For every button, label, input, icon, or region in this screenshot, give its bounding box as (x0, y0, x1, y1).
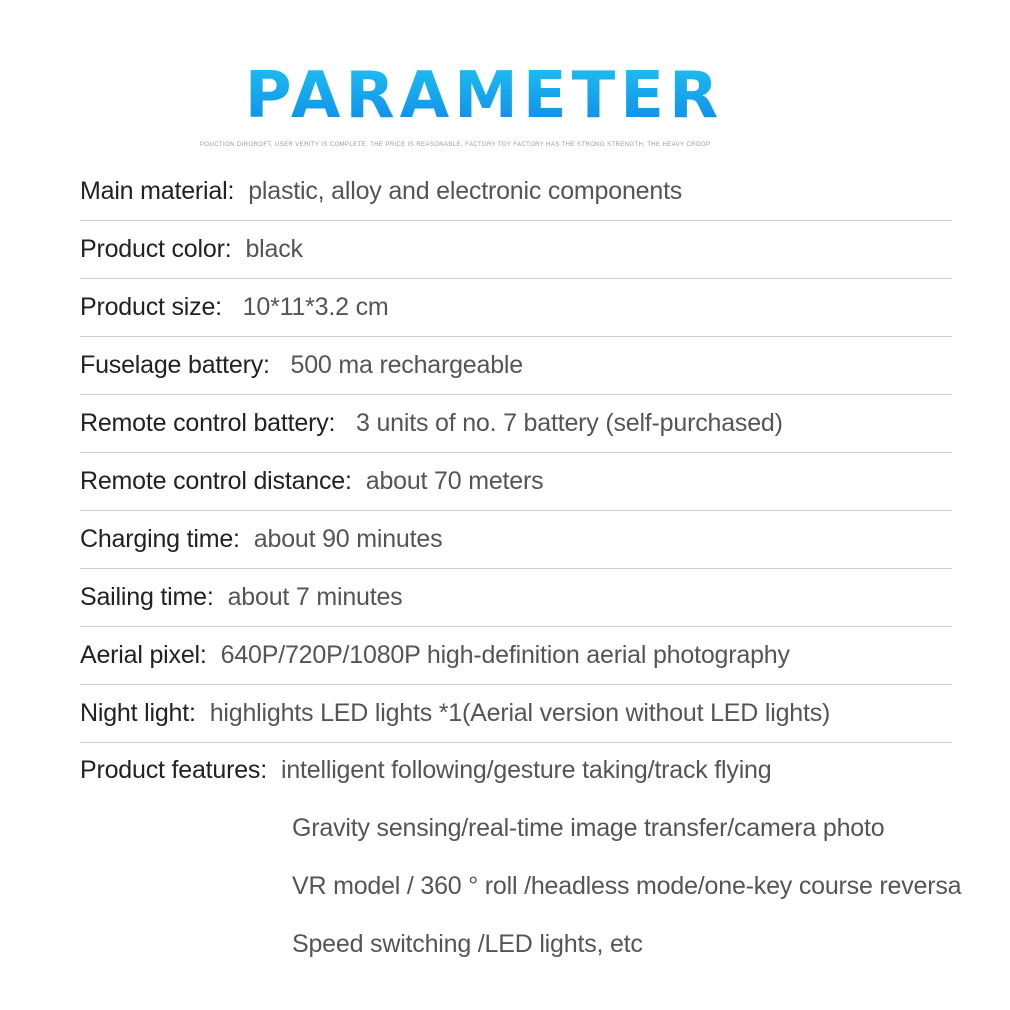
spec-row-night-light (80, 685, 952, 743)
spec-label: Night light: (80, 699, 196, 727)
spec-value: plastic, alloy and electronic components (248, 177, 683, 205)
spec-row-product-size (80, 279, 952, 337)
feature-line: intelligent following/gesture taking/track flying (280, 756, 772, 784)
features-label: Product features: (80, 756, 267, 784)
spec-value: about 70 meters (365, 467, 544, 495)
spec-row-remote-control-battery (80, 395, 952, 453)
spec-row-product-color (80, 221, 952, 279)
spec-label: Product color: (80, 235, 232, 263)
spec-row-remote-control-distance (80, 453, 952, 511)
spec-value: 640P/720P/1080P high-definition aerial photography (220, 641, 790, 669)
spec-value: highlights LED lights *1(Aerial version without LED lights) (209, 699, 831, 727)
features-row (80, 742, 1000, 799)
spec-value: 500 ma rechargeable (283, 351, 523, 379)
spec-value: about 90 minutes (253, 525, 443, 553)
product-features (80, 742, 1000, 973)
spec-label: Fuselage battery: (80, 351, 270, 379)
page-subtitle: POUCTION DIROROFT, USER VERITY IS COMPLETE, THE PRICE IS REASONABLE, FACTORY TOY FACTORY HAS THE STRONG STRENGTH, THE HEAVY CROOP (200, 142, 711, 148)
spec-value: 3 units of no. 7 battery (self-purchased) (349, 409, 783, 437)
spec-label: Charging time: (80, 525, 240, 553)
spec-row-charging-time (80, 511, 952, 569)
spec-label: Remote control distance: (80, 467, 352, 495)
feature-line: Gravity sensing/real-time image transfer/camera photo (292, 813, 885, 842)
spec-row-fuselage-battery (80, 337, 952, 395)
page-title: PARAMETER (0, 58, 968, 134)
spec-table (80, 163, 952, 743)
spec-row-aerial-pixel (80, 627, 952, 685)
spec-value: black (245, 235, 303, 263)
spec-value: 10*11*3.2 cm (235, 293, 389, 321)
spec-label: Product size: (80, 293, 222, 321)
spec-value: about 7 minutes (227, 583, 403, 611)
spec-label: Remote control battery: (80, 409, 336, 437)
spec-label: Main material: (80, 177, 235, 205)
spec-label: Aerial pixel: (80, 641, 207, 669)
feature-line: VR model / 360 ° roll /headless mode/one-key course reversa (292, 871, 962, 900)
spec-row-sailing-time (80, 569, 952, 627)
feature-line: Speed switching /LED lights, etc (292, 929, 643, 958)
spec-row-main-material (80, 163, 952, 221)
spec-label: Sailing time: (80, 583, 214, 611)
